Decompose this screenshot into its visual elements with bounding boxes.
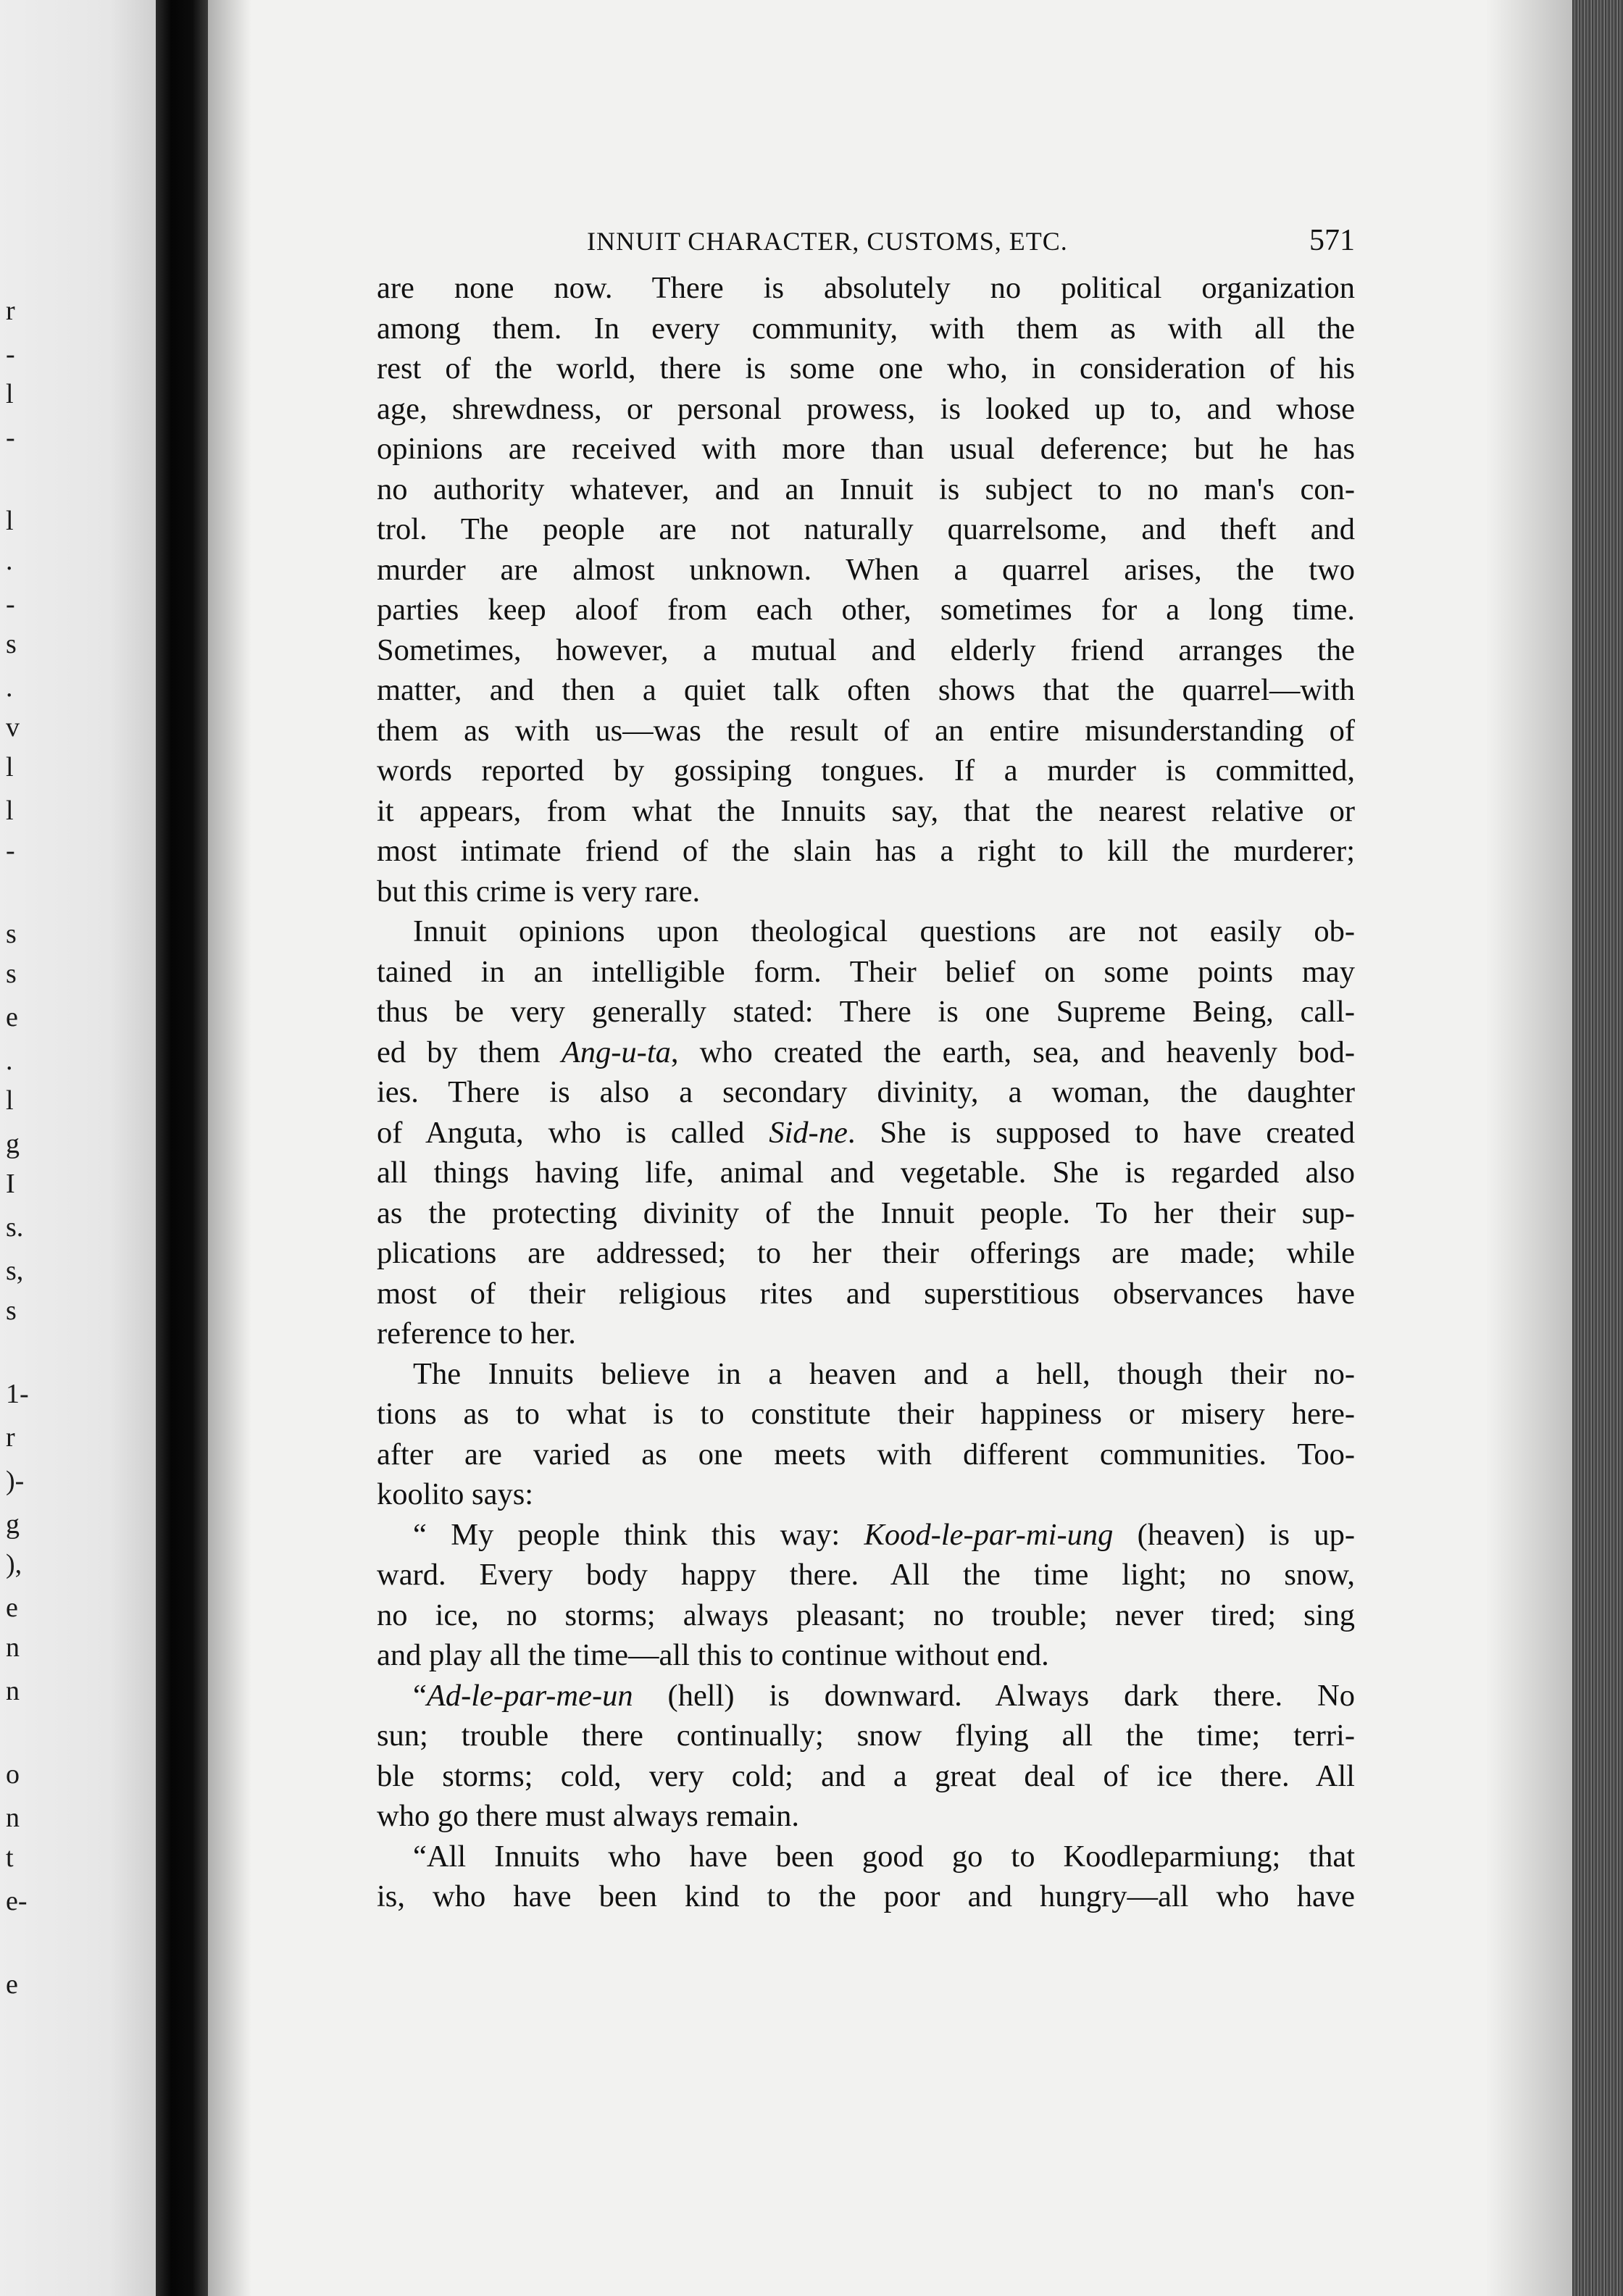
margin-fragment: e (6, 1592, 18, 1623)
margin-fragment: t (6, 1842, 14, 1873)
margin-fragment: v (6, 712, 20, 743)
text-line: of Anguta, who is called Sid-ne. She is supposed to have created (377, 1115, 1355, 1150)
book-page (377, 217, 1355, 1917)
text-line: ble storms; cold, very cold; and a great deal of ice there. All (377, 1758, 1355, 1793)
margin-fragment: . (6, 546, 13, 576)
margin-fragment: - (6, 339, 15, 370)
text-line: thus be very generally stated: There is one Supreme Being, call- (377, 995, 1355, 1029)
text-line: is, who have been kind to the poor and hungry—all who have (377, 1879, 1355, 1913)
text-line: most intimate friend of the slain has a right to kill the murderer; (377, 834, 1355, 868)
text-line: all things having life, animal and vegetable. She is regarded also (377, 1156, 1355, 1190)
text-line: after are varied as one meets with different communities. Too- (377, 1437, 1355, 1471)
margin-fragment: l (6, 796, 14, 826)
margin-fragment: e (6, 1969, 18, 2000)
margin-fragment: - (6, 835, 15, 866)
margin-fragment: s, (6, 1256, 24, 1286)
text-line: sun; trouble there continually; snow flying all the time; terri- (377, 1719, 1355, 1753)
text-line: who go there must always remain. (377, 1799, 800, 1833)
text-line: ies. There is also a secondary divinity, a woman, the daughter (377, 1075, 1355, 1109)
margin-fragment: l (6, 1085, 14, 1116)
text-line: Innuit opinions upon theological questions are not easily ob- (413, 914, 1355, 948)
paragraph (377, 1837, 1355, 1917)
text-line: no authority whatever, and an Innuit is subject to no man's con- (377, 472, 1355, 506)
text-line: murder are almost unknown. When a quarrel arises, the two (377, 552, 1355, 587)
page-number: 571 (1309, 224, 1355, 257)
margin-fragment: 1- (6, 1379, 29, 1409)
running-head (377, 217, 1355, 268)
margin-fragment: r (6, 296, 15, 326)
text-line: most of their religious rites and superstitious observances have (377, 1276, 1355, 1311)
paragraph (377, 911, 1355, 1354)
margin-fragment: n (6, 1803, 20, 1833)
margin-fragment: e (6, 1002, 18, 1032)
running-title: INNUIT CHARACTER, CUSTOMS, ETC. (587, 227, 1068, 256)
margin-fragment: n (6, 1632, 20, 1663)
text-line: ed by them Ang-u-ta, who created the earth, sea, and heavenly bod- (377, 1035, 1355, 1069)
paragraph (377, 1515, 1355, 1676)
margin-fragment: . (6, 672, 13, 703)
margin-fragment: . (6, 1045, 13, 1076)
margin-fragment: ), (6, 1549, 22, 1579)
native-term: Ang-u-ta (561, 1035, 671, 1069)
fore-edge-shadow (1485, 0, 1572, 2296)
text-line: are none now. There is absolutely no political organization (377, 271, 1355, 305)
text-line: parties keep aloof from each other, sometimes for a long time. (377, 593, 1355, 627)
margin-fragment: s (6, 959, 17, 989)
text-line: reference to her. (377, 1316, 576, 1351)
margin-fragment: )- (6, 1466, 25, 1496)
text-line: matter, and then a quiet talk often shows that the quarrel—with (377, 673, 1355, 707)
text-line: koolito says: (377, 1477, 534, 1511)
text-line: “All Innuits who have been good go to Koodleparmiung; that (413, 1839, 1355, 1874)
native-term: Ad-le-par-me-un (426, 1678, 633, 1713)
book-binding-gutter (156, 0, 208, 2296)
margin-fragment: l (6, 506, 14, 536)
text-line: it appears, from what the Innuits say, that the nearest relative or (377, 793, 1355, 828)
text-line: as the protecting divinity of the Innuit people. To her their sup- (377, 1195, 1355, 1230)
margin-fragment: r (6, 1422, 15, 1453)
paragraph (377, 1354, 1355, 1515)
book-fore-edge (1572, 0, 1623, 2296)
text-line: tions as to what is to constitute their happiness or misery here- (377, 1397, 1355, 1431)
margin-fragment: s (6, 919, 17, 949)
margin-fragment: n (6, 1676, 20, 1706)
text-line: words reported by gossiping tongues. If a murder is committed, (377, 753, 1355, 788)
text-line: Sometimes, however, a mutual and elderly friend arranges the (377, 633, 1355, 667)
text-line: trol. The people are not naturally quarrelsome, and theft and (377, 512, 1355, 546)
margin-fragment: s. (6, 1212, 24, 1243)
native-term: Kood-le-par-mi-ung (864, 1517, 1114, 1552)
margin-fragment: g (6, 1509, 20, 1540)
previous-page-edge (0, 0, 156, 2296)
paragraph (377, 1676, 1355, 1837)
paragraph (377, 268, 1355, 911)
text-line: but this crime is very rare. (377, 874, 701, 909)
text-line: plications are addressed; to her their offerings are made; while (377, 1236, 1355, 1270)
text-line: The Innuits believe in a heaven and a hell, though their no- (413, 1356, 1355, 1391)
margin-fragment: l (6, 379, 14, 409)
margin-fragment: - (6, 589, 15, 619)
text-line: rest of the world, there is some one who, in consideration of his (377, 351, 1355, 385)
margin-fragment: s (6, 629, 17, 659)
margin-fragment: e- (6, 1886, 28, 1916)
text-line: ward. Every body happy there. All the time light; no snow, (377, 1558, 1355, 1592)
native-term: Sid-ne (769, 1115, 848, 1150)
previous-page-line-endings (0, 0, 43, 2296)
text-line: and play all the time—all this to continue without end. (377, 1638, 1049, 1672)
text-line: opinions are received with more than usual deference; but he has (377, 432, 1355, 466)
margin-fragment: l (6, 752, 14, 782)
text-line: age, shrewdness, or personal prowess, is looked up to, and whose (377, 391, 1355, 426)
text-line: them as with us—was the result of an entire misunderstanding of (377, 713, 1355, 748)
margin-fragment: o (6, 1759, 20, 1790)
margin-fragment: g (6, 1129, 20, 1159)
text-line: “Ad-le-par-me-un (hell) is downward. Always dark there. No (413, 1678, 1355, 1713)
gutter-shadow (208, 0, 251, 2296)
margin-fragment: I (6, 1169, 15, 1199)
text-line: tained in an intelligible form. Their belief on some points may (377, 954, 1355, 989)
body-text (377, 268, 1355, 1917)
text-line: no ice, no storms; always pleasant; no trouble; never tired; sing (377, 1598, 1355, 1632)
text-line: “ My people think this way: Kood-le-par-mi-ung (heaven) is up- (413, 1517, 1355, 1552)
margin-fragment: - (6, 422, 15, 453)
margin-fragment: s (6, 1295, 17, 1326)
text-line: among them. In every community, with them as with all the (377, 311, 1355, 346)
